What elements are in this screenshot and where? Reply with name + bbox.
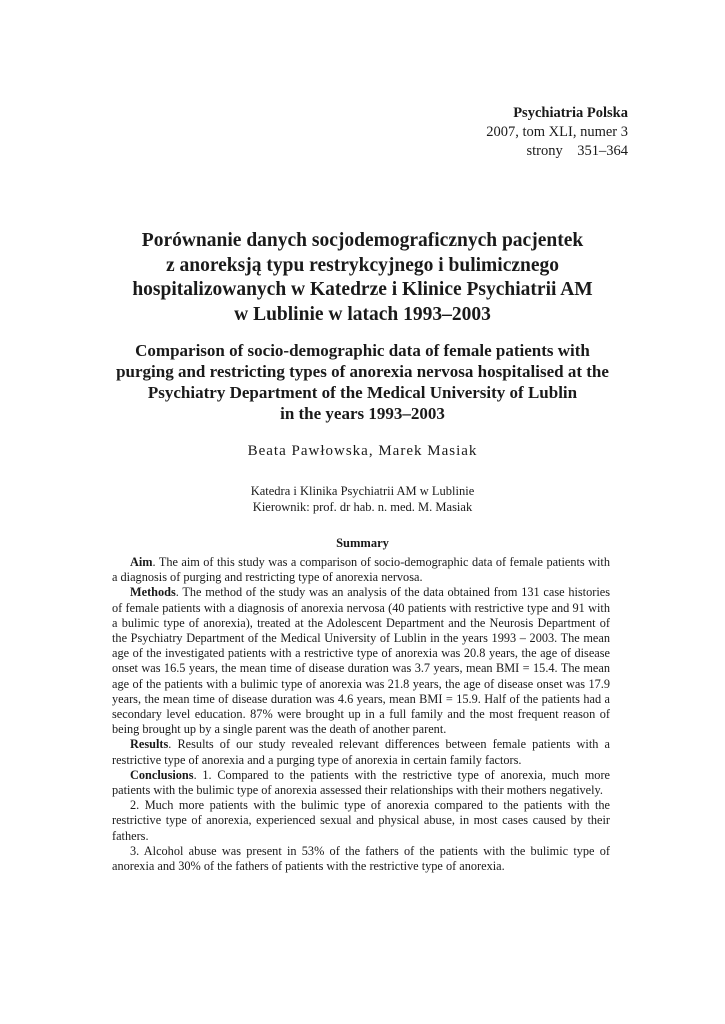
affiliation (60, 483, 665, 515)
abstract-conclusions (112, 768, 610, 798)
title-en-line: purging and restricting types of anorexia nervosa hospitalised at the (116, 362, 609, 381)
affiliation-department: Katedra i Klinika Psychiatrii AM w Lublinie (250, 484, 475, 498)
aim-text: . The aim of this study was a comparison of socio-demographic data of female patients with a diagnosis of purging and restricting type of anorexia nervosa. (112, 555, 610, 585)
affiliation-head: Kierownik: prof. dr hab. n. med. M. Masiak (252, 500, 473, 514)
aim-label: Aim (130, 555, 153, 569)
title-pl-line: w Lublinie w latach 1993–2003 (234, 303, 491, 325)
journal-volume: 2007, tom XLI, numer 3 (486, 124, 628, 140)
abstract (112, 555, 610, 874)
title-pl-line: z anoreksją typu restrykcyjnego i bulimicznego (165, 254, 560, 276)
abstract-conclusion-2: 2. Much more patients with the bulimic type of anorexia compared to the patients with the restrictive type of anorexia, experienced sexual and physical abuse, in most cases caused by their fathers. (112, 798, 610, 843)
results-label: Results (130, 737, 169, 752)
methods-text: . The method of the study was an analysis of the data obtained from 131 case histories of female patients with a diagnosis of anorexia nervosa (40 patients with restrictive type and 91 with a bulimic type of anorexia), treated at the Adolescent Department and the Neurosis Department of the Psychiatry Department of the Medical University of Lublin in the years 1993 – 2003. The mean age of the investigated patients with a restrictive type of anorexia was 20.8 years, the age of disease onset was 16.5 years, the mean time of disease duration was 3.7 years, mean BMI = 15.4. The mean age of the patients with a bulimic type of anorexia was 21.8 years, the age of disease onset was 17.9 years, the mean time of disease duration was 4.6 years, mean BMI = 15.9. Half of the patients had a secondary level education. 87% were brought up in a full family and the most frequent reason of being brought up by a single parent was the death of another parent. (112, 585, 610, 737)
title-en-line: in the years 1993–2003 (280, 404, 445, 423)
summary-heading: Summary (336, 536, 389, 550)
abstract-results (112, 737, 610, 767)
conclusions-text: . 1. Compared to the patients with the restrictive type of anorexia, much more patients with the bulimic type of anorexia assessed their relationships with their mothers negatively. (112, 767, 610, 798)
abstract-aim (112, 555, 610, 585)
abstract-conclusion-3: 3. Alcohol abuse was present in 53% of the fathers of the patients with the bulimic type of anorexia and 30% of the fathers of patients with the restrictive type of anorexia. (112, 843, 610, 874)
title-en-line: Comparison of socio-demographic data of female patients with (135, 341, 590, 360)
title-polish (60, 229, 665, 327)
title-en-line: Psychiatry Department of the Medical University of Lublin (147, 383, 578, 402)
title-pl-line: Porównanie danych socjodemograficznych pacjentek (141, 230, 584, 251)
results-text: . Results of our study revealed relevant differences between female patients with a restrictive type of anorexia and a purging type of anorexia in certain family factors. (112, 737, 610, 767)
journal-pages: strony 351–364 (526, 143, 628, 159)
methods-label: Methods (130, 585, 176, 600)
authors: Beata Pawłowska, Marek Masiak (247, 443, 478, 459)
title-pl-line: hospitalizowanych w Katedrze i Klinice Psychiatrii AM (132, 279, 593, 300)
journal-info (486, 104, 628, 161)
abstract-methods (112, 585, 610, 737)
title-english (60, 340, 665, 424)
journal-name: Psychiatria Polska (513, 105, 628, 121)
conclusions-label: Conclusions (130, 767, 194, 782)
